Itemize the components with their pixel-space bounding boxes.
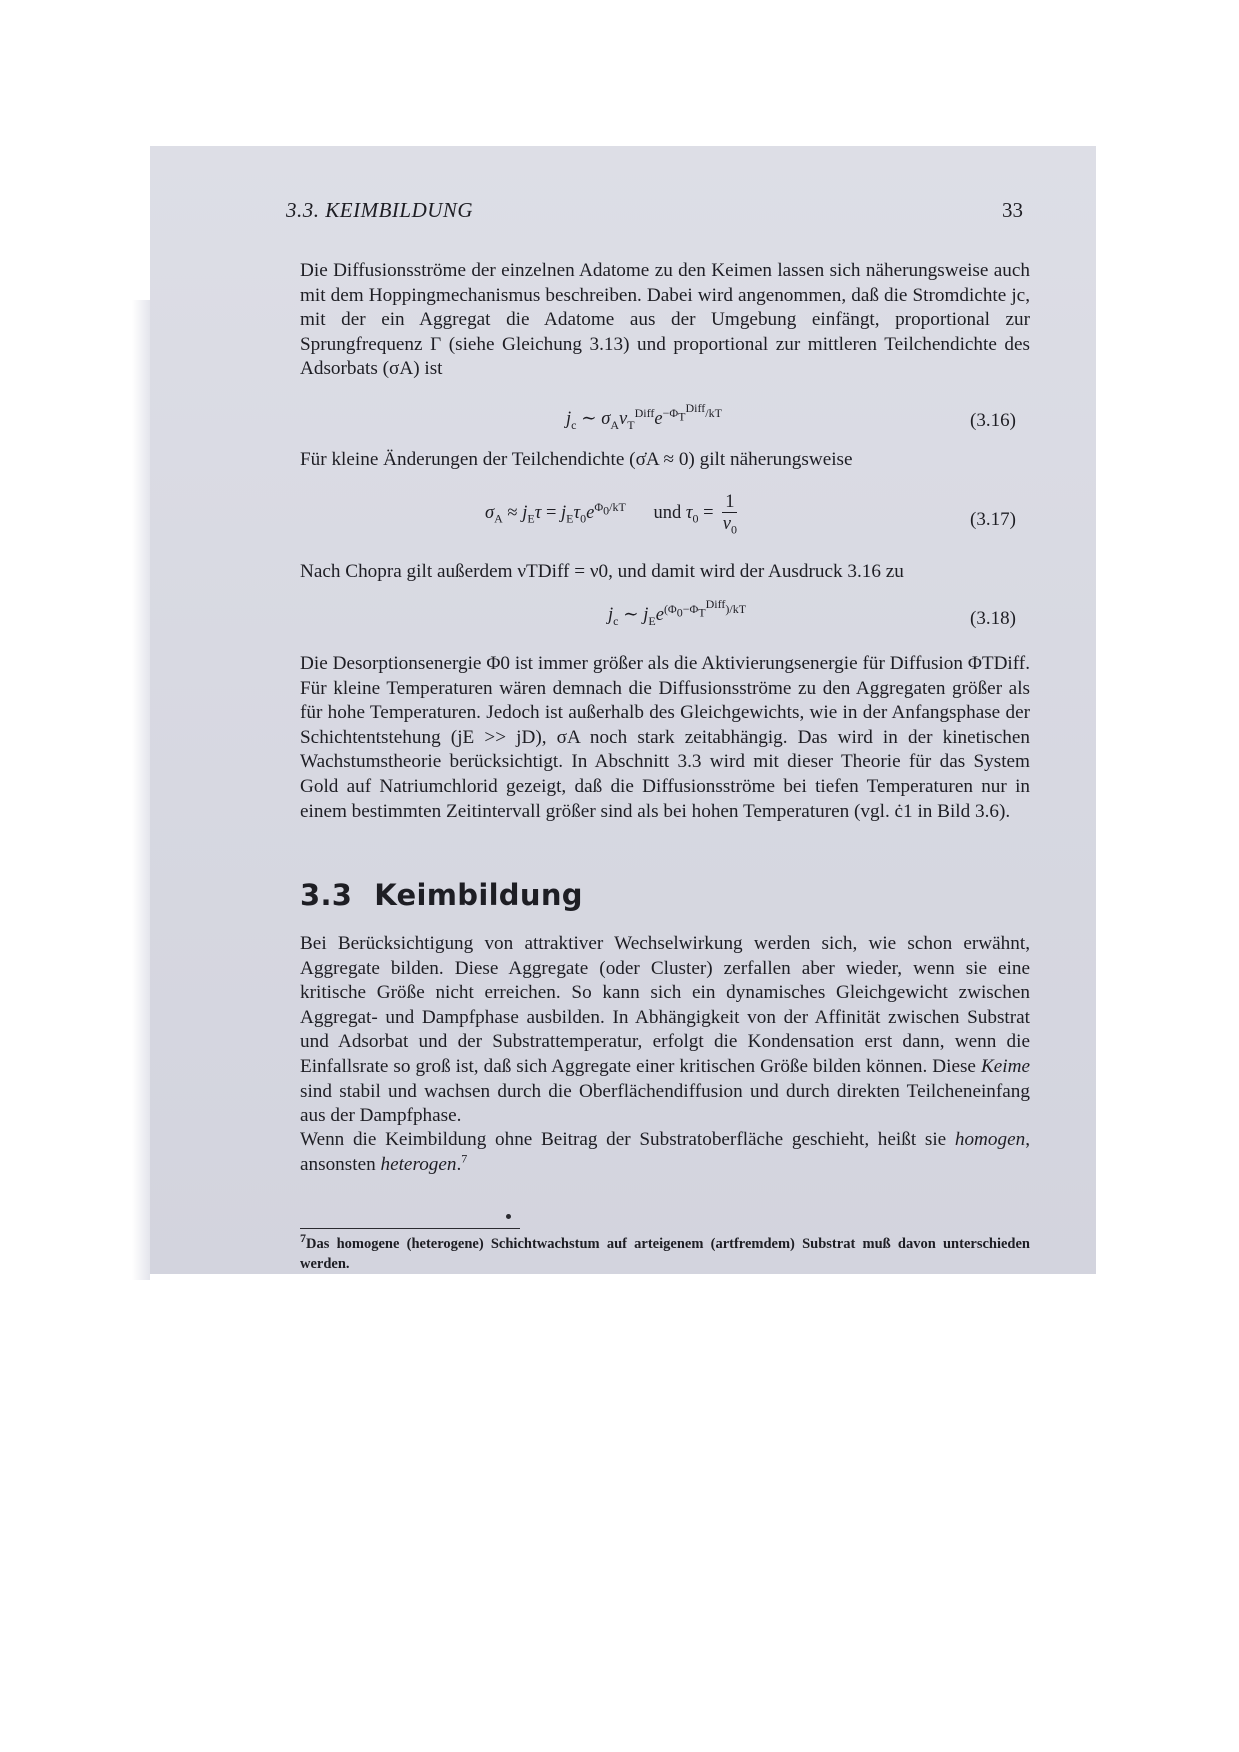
equation-number: (3.18) [970, 608, 1016, 629]
paragraph-text: , ansonsten [300, 1129, 1030, 1175]
section-number: 3.3 [300, 878, 353, 912]
paragraph-text: Die Desorptionsenergie Φ0 ist immer größer als die Aktivierungsenergie für Diffusion ΦTDiff. Für kleine Temperaturen wären demnach die Diffusionsströme zu den Aggregaten größer als für hohe Temperaturen. Jedoch ist außerhalb des Gleichgewichts, wie in der Anfangsphase der Schichtentstehung (jE >> jD), σA noch stark zeitabhängig. Das wird in der kinetischen Wachstumstheorie berücksichtigt. In Abschnitt 3.3 wird mit dieser Theorie für das System Gold auf Natriumchlorid gezeigt, daß die Diffusionsströme bei tiefen Temperaturen nur in einem bestimmten Zeitintervall größer sind als bei hohen Temperaturen (vgl. ċ1 in Bild 3.6). [300, 653, 1030, 822]
paragraph-text: Die Diffusionsströme der einzelnen Adatome zu den Keimen lassen sich näherungsweise auch mit dem Hoppingmechanismus beschreiben. Dabei wird angenommen, daß die Stromdichte jc, mit der ein Aggregat die Adatome aus der Umgebung einfängt, proportional zur Sprungfrequenz Γ (siehe Gleichung 3.13) und proportional zur mittleren Teilchendichte des Adsorbats (σA) ist [300, 260, 1030, 380]
page-number: 33 [1002, 198, 1023, 222]
running-head: 3.3. KEIMBILDUNG [286, 198, 474, 222]
equation-number: (3.16) [970, 410, 1016, 431]
equation-3-18: $j_c$ ∼ $j_Ee^{(\Phi_0-\Phi_T^{Diff})/kT}$ [608, 597, 747, 628]
paragraph-text: sind stabil und wachsen durch die Oberflächendiffusion und durch direkten Teilcheneinfang aus der Dampfphase. [300, 1080, 1030, 1127]
footnote-rule [300, 1228, 520, 1229]
equation-3-16: $j_c$ ∼ $\sigma_A\nu_T^{Diff}e^{-\Phi_T^{Diff}/kT}$ [566, 401, 722, 432]
paragraph-text: Nach Chopra gilt außerdem νTDiff = ν0, und damit wird der Ausdruck 3.16 zu [300, 561, 904, 582]
emphasis-heterogen: heterogen [380, 1153, 457, 1175]
section-heading [300, 878, 583, 912]
paragraph-text: . [456, 1153, 462, 1175]
paragraph-text: Für kleine Änderungen der Teilchendichte (σ̇A ≈ 0) gilt näherungsweise [300, 449, 853, 470]
equation-conjunction: und [653, 502, 682, 523]
paragraph-homogen [300, 1128, 1030, 1177]
emphasis-keime: Keime [980, 1055, 1030, 1077]
paragraph-text: Wenn die Keimbildung ohne Beitrag der Substratoberfläche geschieht, heißt sie [300, 1129, 955, 1150]
footnote [300, 1231, 1030, 1274]
scan-speck [506, 1214, 511, 1219]
paragraph-chopra [300, 560, 1030, 585]
footnote-number: 7 [300, 1231, 306, 1246]
paragraph-diffusion [300, 259, 1030, 382]
paragraph-small-changes [300, 448, 1030, 473]
footnote-text: Das homogene (heterogene) Schichtwachstum auf arteigenem (artfremdem) Substrat muß davon unterschieden werden. [300, 1236, 1030, 1272]
section-title: Keimbildung [374, 878, 583, 912]
emphasis-homogen: homogen [954, 1129, 1026, 1150]
paragraph-text: Bei Berücksichtigung von attraktiver Wechselwirkung werden sich, wie schon erwähnt, Aggregate bilden. Diese Aggregate (oder Cluster) zerfallen aber wieder, wenn sie eine kritische Größe nicht erreichen. So kann sich ein dynamisches Gleichgewicht zwischen Aggregat- und Dampfphase ausbilden. In Abhängigkeit von der Affinität zwischen Substrat und Adsorbat und der Substrattemperatur, erfolgt die Kondensation erst dann, wenn die Einfallsrate so groß ist, daß sich Aggregate einer kritischen Größe bilden können. Diese [300, 933, 1030, 1077]
equation-number: (3.17) [970, 509, 1016, 530]
equation-3-17: $\sigma_A \approx j_E\tau = j_E\tau_0e^{\Phi_0/kT}$ und $\tau_0$ = $\frac{1}{\nu_0}$ [485, 492, 737, 537]
scan-edge-shadow [132, 300, 150, 1280]
footnote-marker: 7 [461, 1151, 468, 1166]
paragraph-keimbildung [300, 932, 1030, 1129]
fraction: $\frac{1}{\nu_0}$ [722, 492, 737, 537]
paragraph-desorption [300, 652, 1030, 824]
